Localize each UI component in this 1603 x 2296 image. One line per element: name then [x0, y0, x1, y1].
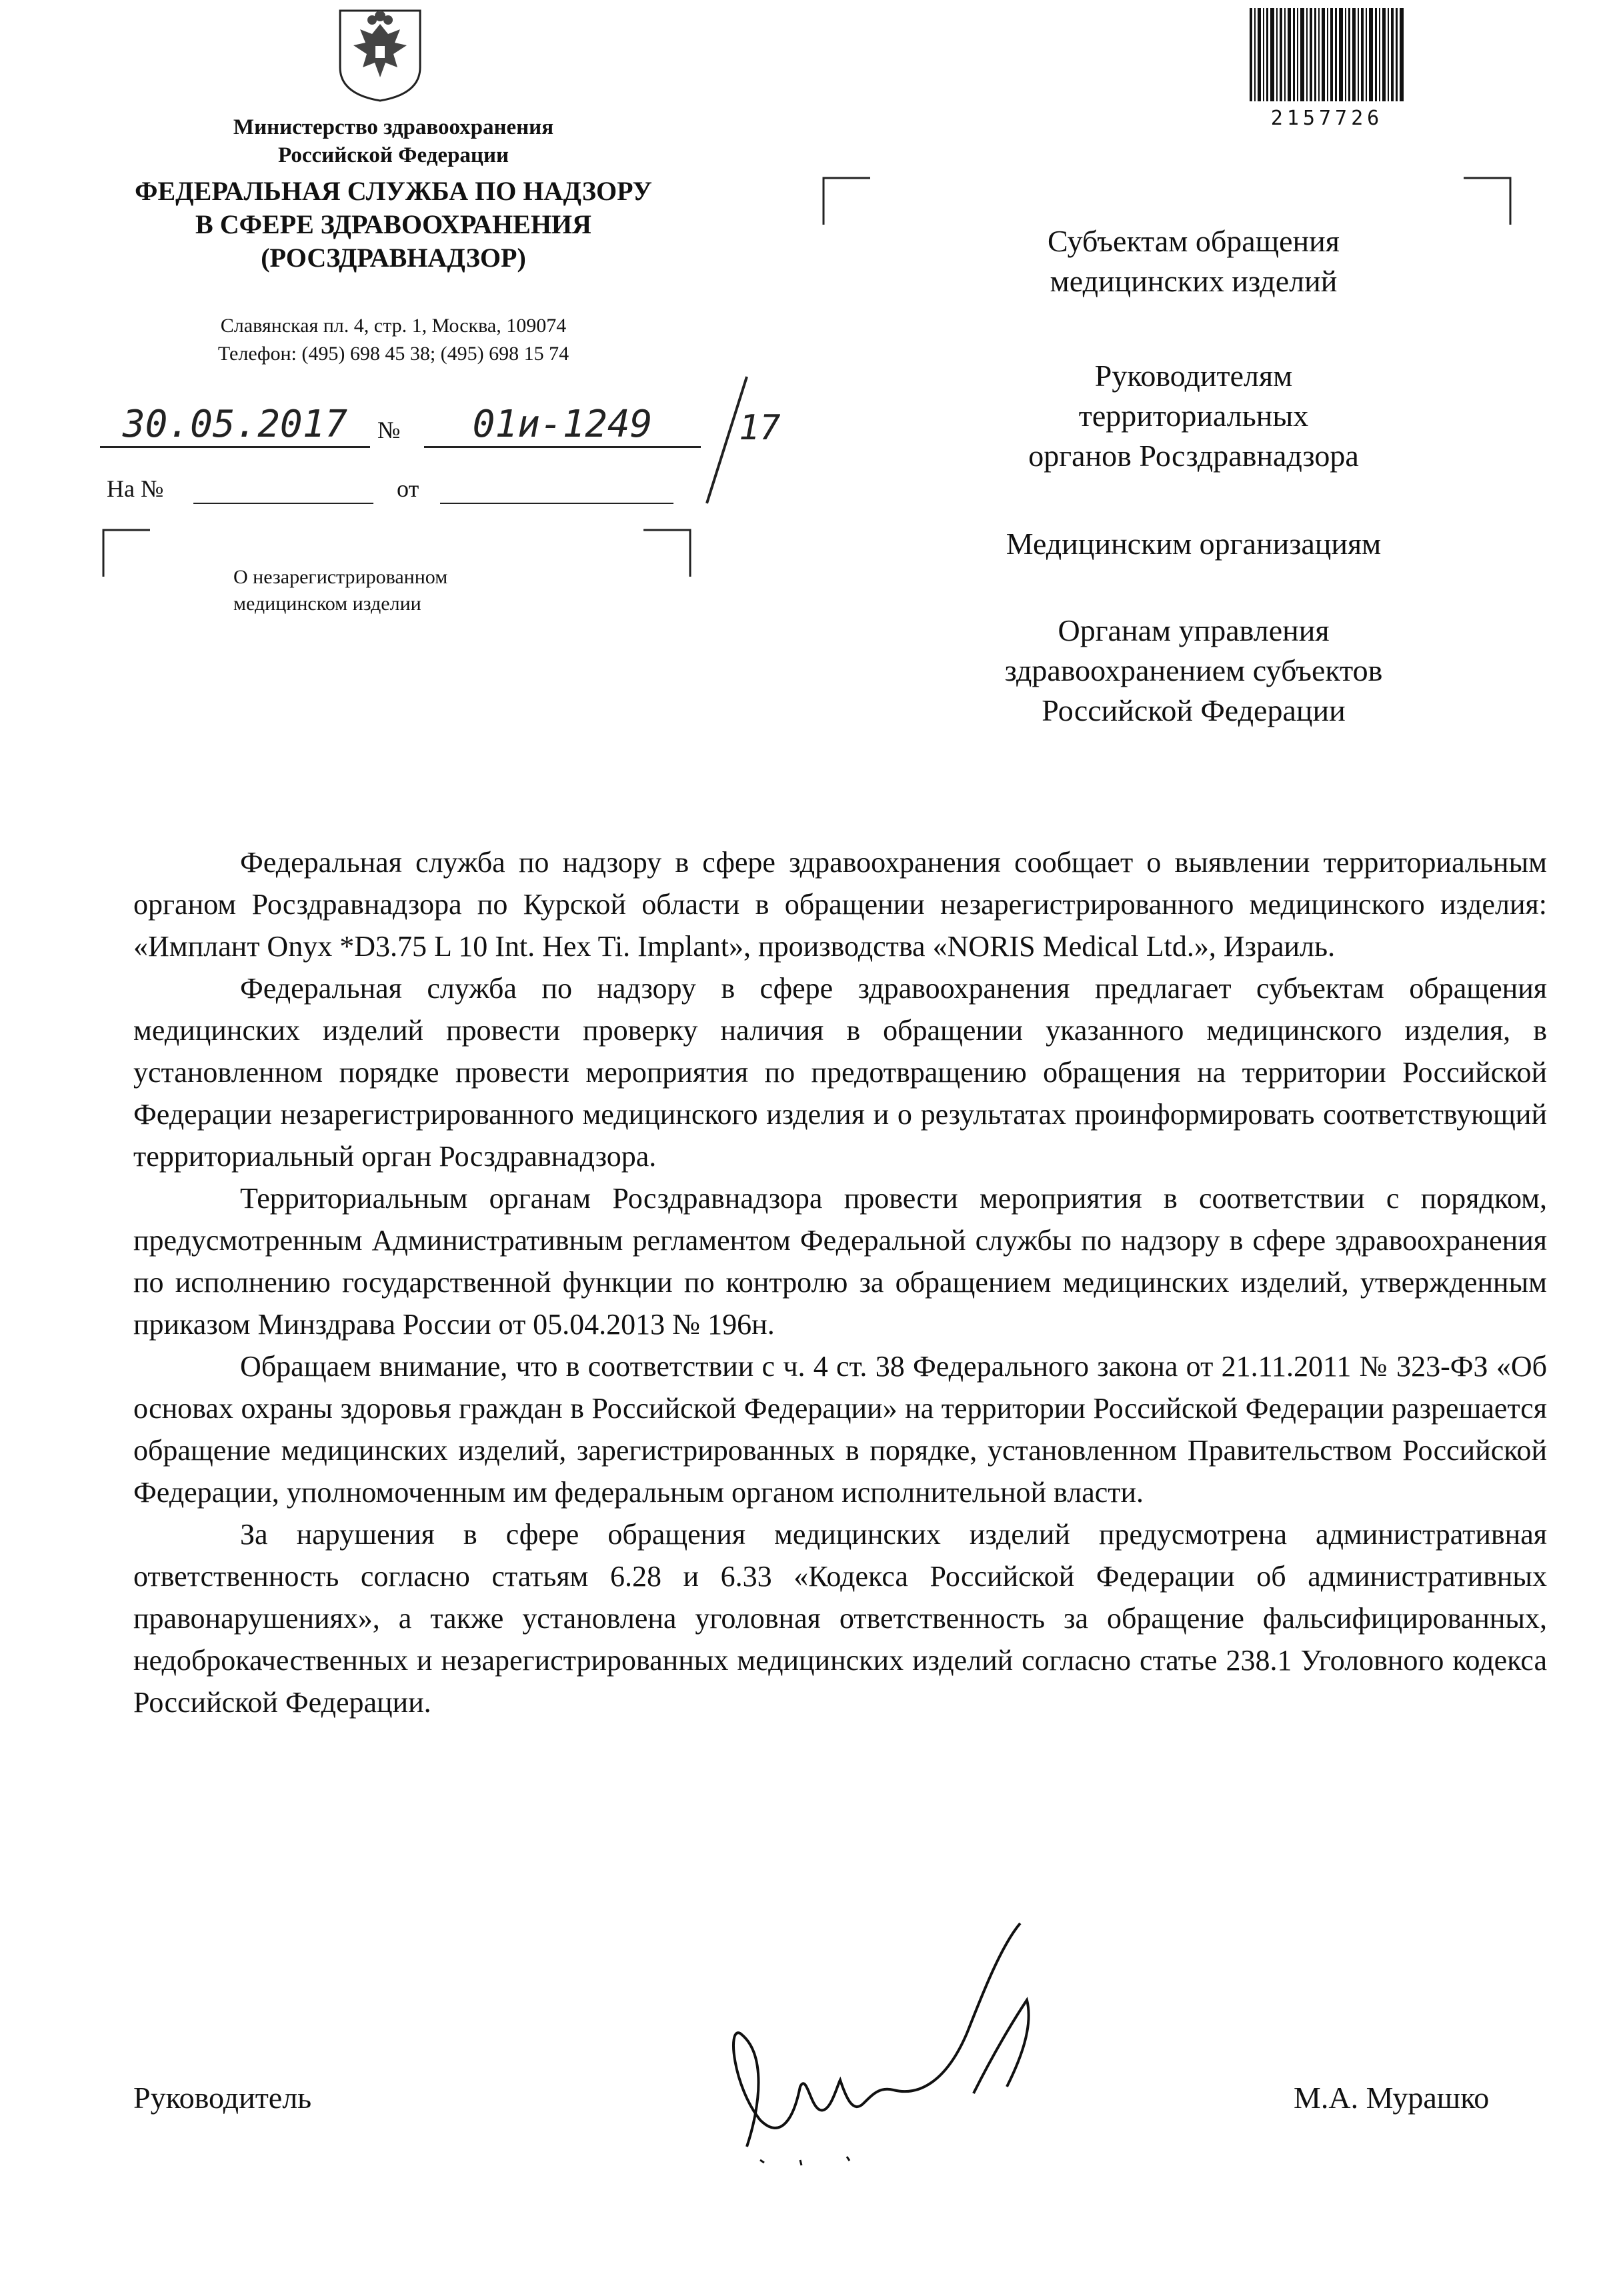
registration-year: 17	[739, 408, 781, 448]
reply-to-field	[193, 503, 373, 504]
recipient-line: органов Росздравнадзора	[1028, 439, 1359, 473]
ministry-line: Министерство здравоохранения	[233, 115, 554, 139]
recipient-line: территориальных	[1078, 399, 1309, 433]
registration-number: 01и-1249	[424, 403, 701, 448]
letter-body	[133, 841, 1547, 1723]
body-paragraph: Федеральная служба по надзору в сфере здравоохранения предлагает субъектам обращения медицинских изделий провести проверку наличия в обращении указанного медицинского изделия, в установленном порядке провести мероприятия по предотвращению обращения на территории Российской Федерации незарегистрированного медицинского изделия и о результатах проинформировать соответствующий территориальный орган Росздравнадзора.	[133, 972, 1547, 1173]
handwritten-signature	[720, 1920, 1094, 2173]
recipient-line: Руководителям	[1094, 359, 1293, 393]
recipient	[867, 524, 1520, 564]
recipient-bracket-right	[1460, 175, 1514, 228]
subject-bracket-left	[100, 527, 153, 580]
recipient-line: медицинских изделий	[1050, 264, 1338, 298]
registration-date: 30.05.2017	[100, 403, 370, 448]
coat-of-arms-emblem	[333, 4, 427, 104]
signer-name: М.А. Мурашко	[1294, 2081, 1490, 2115]
recipient	[867, 611, 1520, 731]
body-paragraph: Территориальным органам Росздравнадзора провести мероприятия в соответствии с порядком, предусмотренным Административным регламентом Федеральной службы по надзору в сфере здравоохранения по исполнению государственной функции по контролю за обращением медицинских изделий, утвержденным приказом Минздрава России от 05.04.2013 № 196н.	[133, 1182, 1547, 1341]
recipient-line: Медицинским организациям	[1006, 527, 1382, 561]
recipient	[867, 221, 1520, 301]
service-line: В СФЕРЕ ЗДРАВООХРАНЕНИЯ	[195, 209, 591, 239]
contact-block	[133, 312, 653, 368]
recipient-bracket-left	[820, 175, 874, 228]
ministry-name	[133, 113, 653, 169]
recipient-line: здравоохранением субъектов	[1004, 653, 1383, 687]
service-line: ФЕДЕРАЛЬНАЯ СЛУЖБА ПО НАДЗОРУ	[135, 176, 652, 206]
ministry-line: Российской Федерации	[278, 143, 509, 167]
recipient-line: Российской Федерации	[1042, 693, 1346, 727]
body-paragraph: Федеральная служба по надзору в сфере здравоохранения сообщает о выявлении территориальным органом Росздравнадзора по Курской области в обращении незарегистрированного медицинского изделия: «Имплант Onyx *D3.75 L 10 Int. Hex Ti. Implant», производства «NORIS Medical Ltd.», Израиль.	[133, 846, 1547, 963]
from-label: от	[397, 475, 419, 502]
barcode-number: 2157726	[1270, 107, 1384, 130]
subject-bracket-right	[640, 527, 693, 580]
number-sign: №	[377, 417, 401, 443]
reply-to-label: На №	[107, 475, 164, 502]
service-line: (РОСЗДРАВНАДЗОР)	[261, 243, 526, 273]
recipient	[867, 356, 1520, 476]
signer-title: Руководитель	[133, 2081, 312, 2115]
barcode	[1248, 5, 1406, 112]
recipient-line: Органам управления	[1058, 613, 1330, 647]
service-name	[80, 175, 707, 275]
subject-text: медицинском изделии	[233, 593, 421, 615]
body-paragraph: Обращаем внимание, что в соответствии с ч. 4 ст. 38 Федерального закона от 21.11.2011 № 323-ФЗ «Об основах охраны здоровья граждан в Российской Федерации» на территории Российской Федерации разрешается обращение медицинских изделий, зарегистрированных в порядке, установленном Правительством Российской Федерации, уполномоченным им федеральным органом исполнительной власти.	[133, 1350, 1547, 1509]
from-field	[440, 503, 673, 504]
recipient-line: Субъектам обращения	[1048, 224, 1340, 258]
subject-text: О незарегистрированном	[233, 566, 448, 588]
address: Славянская пл. 4, стр. 1, Москва, 109074	[220, 315, 567, 337]
body-paragraph: За нарушения в сфере обращения медицинских изделий предусмотрена административная ответственность согласно статьям 6.28 и 6.33 «Кодекса Российской Федерации об административных правонарушениях», а также установлена уголовная ответственность за обращение фальсифицированных, недоброкачественных и незарегистрированных медицинских изделий согласно статье 238.1 Уголовного кодекса Российской Федерации.	[133, 1518, 1547, 1719]
phone: Телефон: (495) 698 45 38; (495) 698 15 74	[217, 343, 569, 365]
subject-line	[233, 564, 580, 617]
